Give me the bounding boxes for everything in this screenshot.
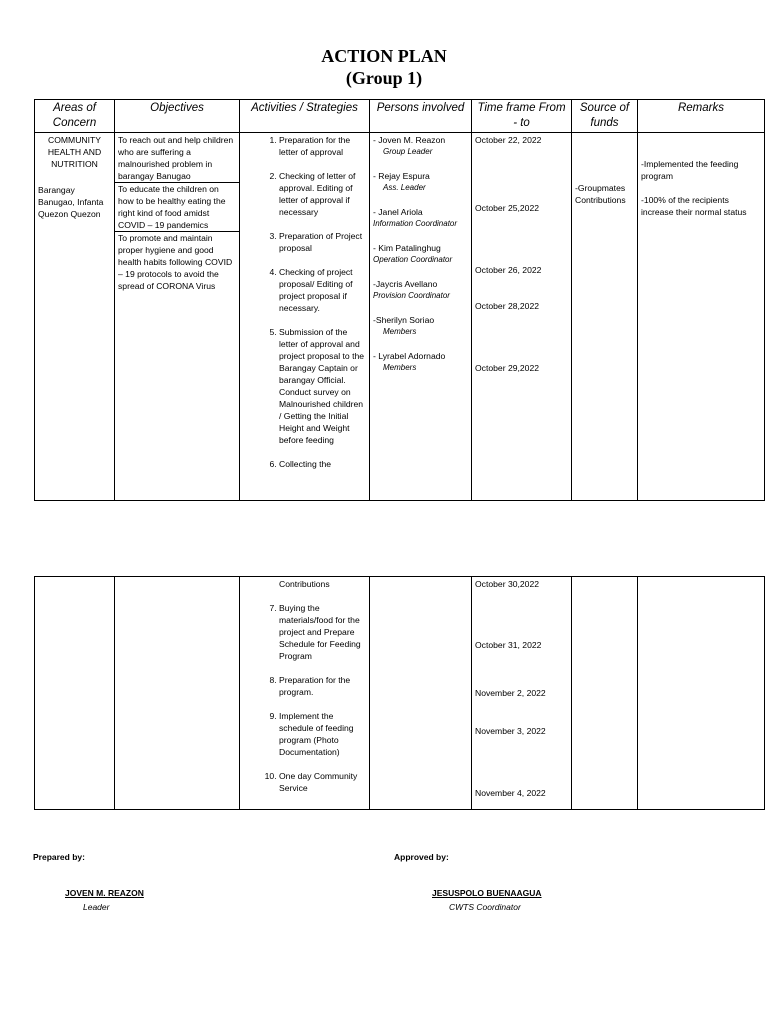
activity-item: 7. Buying the materials/food for the project and Prepare Schedule for Feeding Program	[279, 602, 366, 662]
timeframe-cell	[472, 577, 572, 810]
person-name: -Sherilyn Soriao	[373, 315, 435, 325]
approved-by-title: CWTS Coordinator	[449, 902, 521, 912]
person-role: Group Leader	[383, 147, 433, 156]
table-row	[35, 577, 765, 810]
person-role: Operation Coordinator	[373, 255, 453, 264]
header-areas: Areas of Concern	[35, 100, 115, 133]
objective-item: To educate the children on how to be healthy eating the right kind of food amidst COVID – 19 pandemics	[115, 182, 239, 231]
objectives-cell	[115, 577, 240, 810]
activity-item: 4. Checking of project proposal/ Editing of project proposal if necessary.	[279, 266, 366, 314]
remark-item: -100% of the recipients increase their normal status	[641, 195, 747, 217]
person-entry	[373, 278, 468, 302]
document-title: ACTION PLAN	[321, 46, 447, 66]
person-entry	[373, 350, 468, 374]
action-plan-table-continued	[34, 576, 765, 810]
source-cell	[572, 577, 638, 810]
timeframe-date: November 4, 2022	[475, 788, 546, 798]
timeframe-cell	[472, 133, 572, 501]
action-plan-table	[34, 99, 765, 501]
activity-item: 6. Collecting the	[279, 458, 366, 470]
person-entry	[373, 170, 468, 194]
objective-item: To promote and maintain proper hygiene and good health habits following COVID – 19 protocols to avoid the spread of CORONA Virus	[115, 231, 239, 292]
approved-by-name: JESUSPOLO BUENAAGUA	[432, 888, 542, 898]
objectives-cell	[115, 133, 240, 501]
person-entry	[373, 314, 468, 338]
activity-item: 10. One day Community Service	[279, 770, 366, 794]
header-persons: Persons involved	[370, 100, 472, 133]
table-row	[35, 133, 765, 501]
area-location: Barangay Banugao, Infanta Quezon Quezon	[38, 185, 104, 219]
timeframe-date: October 25,2022	[475, 203, 540, 213]
activity-item: 9. Implement the schedule of feeding program (Photo Documentation)	[279, 710, 366, 758]
person-name: - Joven M. Reazon	[373, 135, 446, 145]
header-remarks: Remarks	[638, 100, 765, 133]
header-activities: Activities / Strategies	[240, 100, 370, 133]
person-name: - Janel Ariola	[373, 207, 423, 217]
activities-cell	[240, 133, 370, 501]
timeframe-date: October 28,2022	[475, 301, 540, 311]
prepared-by-title: Leader	[83, 902, 110, 912]
persons-cell	[370, 133, 472, 501]
person-name: - Lyrabel Adornado	[373, 351, 446, 361]
person-name: - Rejay Espura	[373, 171, 430, 181]
header-timeframe: Time frame From - to	[472, 100, 572, 133]
activity-item: 2. Checking of letter of approval. Editing of letter of approval if necessary	[279, 170, 366, 218]
person-role: Members	[383, 363, 417, 372]
timeframe-date: November 3, 2022	[475, 726, 546, 736]
timeframe-date: October 26, 2022	[475, 265, 542, 275]
header-objectives: Objectives	[115, 100, 240, 133]
person-entry	[373, 242, 468, 266]
timeframe-date: October 30,2022	[475, 579, 540, 589]
header-source: Source of funds	[572, 100, 638, 133]
person-entry	[373, 134, 468, 158]
objective-item: To reach out and help children who are suffering a malnourished problem in barangay Banugao	[118, 135, 234, 181]
person-name: - Kim Patalinghug	[373, 243, 441, 253]
person-role: Members	[383, 327, 417, 336]
activities-cell	[240, 577, 370, 810]
activity-item: 3. Preparation of Project proposal	[279, 230, 366, 254]
areas-cell	[35, 577, 115, 810]
approved-by-label: Approved by:	[394, 852, 449, 862]
remark-item: -Implemented the feeding program	[641, 159, 739, 181]
timeframe-date: October 22, 2022	[475, 135, 542, 145]
activity-item: 1. Preparation for the letter of approval	[279, 134, 366, 158]
activity-continued: Contributions	[279, 579, 330, 589]
areas-cell	[35, 133, 115, 501]
timeframe-date: October 31, 2022	[475, 640, 542, 650]
timeframe-date: November 2, 2022	[475, 688, 546, 698]
person-role: Provision Coordinator	[373, 291, 450, 300]
person-name: -Jaycris Avellano	[373, 279, 438, 289]
person-role: Information Coordinator	[373, 219, 458, 228]
table-header-row	[35, 100, 765, 133]
activity-item: 5. Submission of the letter of approval and project proposal to the Barangay Captain or barangay Official. Conduct survey on Malnourished children / Getting the Initial Height and Weight before feeding	[279, 326, 366, 446]
source-of-funds: -Groupmates Contributions	[575, 183, 626, 205]
area-name: COMMUNITY HEALTH AND NUTRITION	[47, 135, 102, 169]
remarks-cell	[638, 133, 765, 501]
remarks-cell	[638, 577, 765, 810]
document-subtitle: (Group 1)	[345, 68, 423, 88]
person-entry	[373, 206, 468, 230]
prepared-by-label: Prepared by:	[33, 852, 85, 862]
person-role: Ass. Leader	[383, 183, 426, 192]
activity-item: 8. Preparation for the program.	[279, 674, 366, 698]
timeframe-date: October 29,2022	[475, 363, 540, 373]
source-cell	[572, 133, 638, 501]
prepared-by-name: JOVEN M. REAZON	[65, 888, 144, 898]
persons-cell	[370, 577, 472, 810]
